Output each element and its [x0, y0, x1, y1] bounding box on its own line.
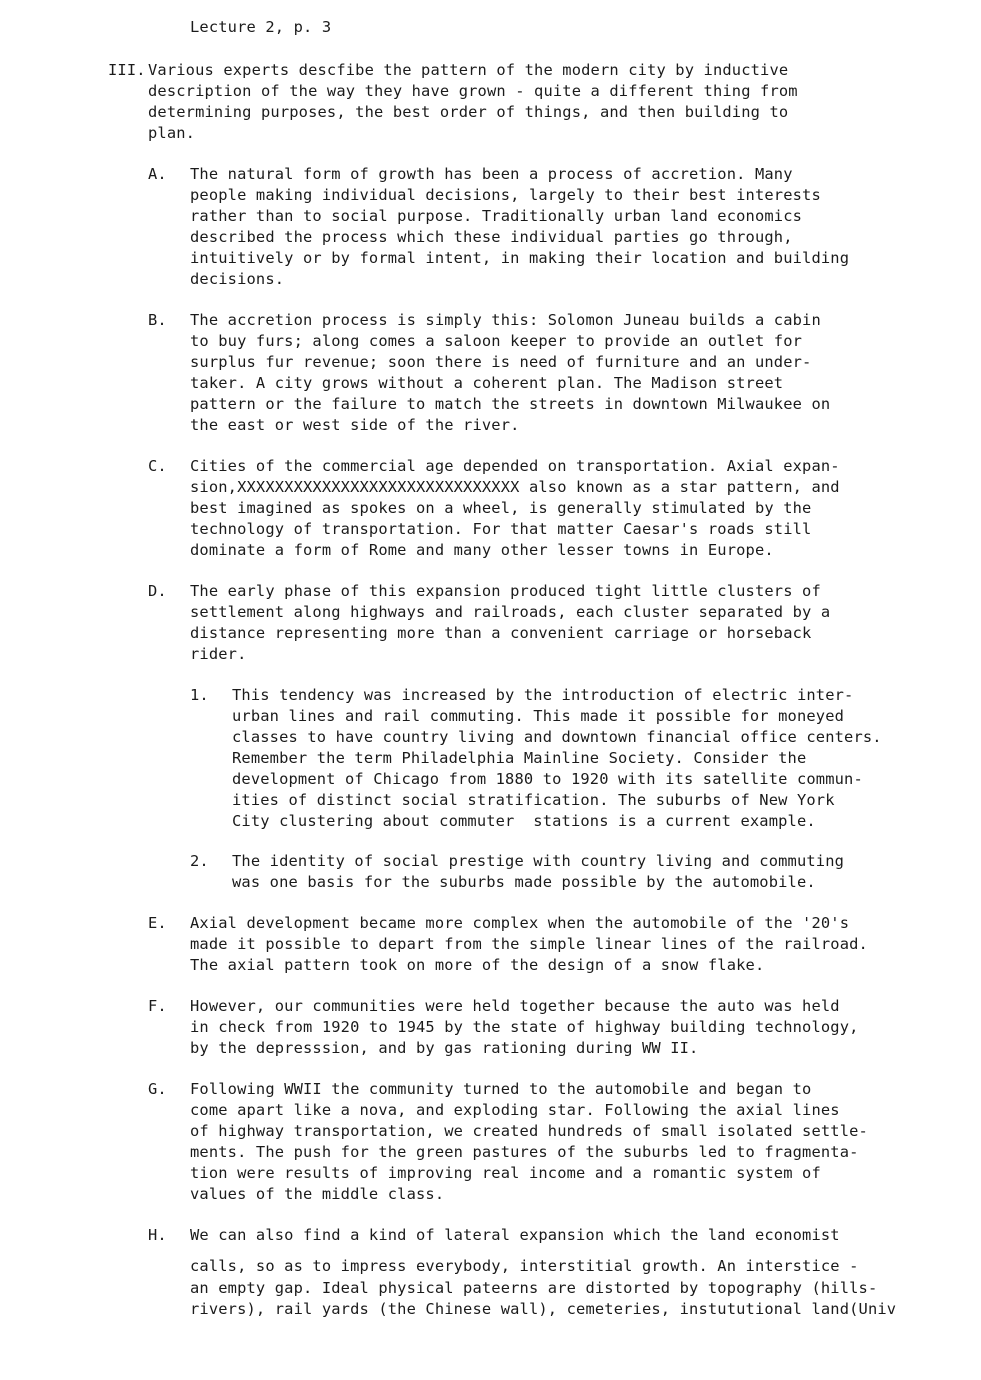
item-line: pattern or the failure to match the streets in downtown Milwaukee on	[190, 395, 831, 413]
item-line: tion were results of improving real income and a romantic system of	[190, 1164, 821, 1182]
item-line: in check from 1920 to 1945 by the state of highway building technology,	[190, 1018, 859, 1036]
item-line: The axial pattern took on more of the design of a snow flake.	[190, 956, 765, 974]
subitem-line: urban lines and rail commuting. This made it possible for moneyed	[232, 707, 845, 725]
subitem-line: ities of distinct social stratification. The suburbs of New York	[232, 791, 835, 809]
item-line: the east or west side of the river.	[190, 416, 520, 434]
item-line: of highway transportation, we created hundreds of small isolated settle-	[190, 1122, 868, 1140]
item-marker: H.	[148, 1226, 167, 1244]
item-line: distance representing more than a convenient carriage or horseback	[190, 624, 812, 642]
section-line: Various experts descfibe the pattern of the modern city by inductive	[148, 61, 789, 79]
item-line: decisions.	[190, 270, 285, 288]
subitem-line: City clustering about commuter stations is a current example.	[232, 812, 816, 830]
item-line: described the process which these individual parties go through,	[190, 228, 793, 246]
item-marker: F.	[148, 997, 167, 1015]
item-line: made it possible to depart from the simple linear lines of the railroad.	[190, 935, 868, 953]
item-line: rider.	[190, 645, 247, 663]
page-header: Lecture 2, p. 3	[190, 18, 332, 36]
subitem-line: classes to have country living and downtown financial office centers.	[232, 728, 882, 746]
item-line: people making individual decisions, largely to their best interests	[190, 186, 821, 204]
item-line: intuitively or by formal intent, in making their location and building	[190, 249, 850, 267]
item-line: dominate a form of Rome and many other lesser towns in Europe.	[190, 541, 774, 559]
item-line: rather than to social purpose. Traditionally urban land economics	[190, 207, 803, 225]
section-line: plan.	[148, 124, 196, 142]
item-line: rivers), rail yards (the Chinese wall), cemeteries, instututional land(Univ	[190, 1300, 897, 1318]
item-line-struck-out: sion,XXXXXXXXXXXXXXXXXXXXXXXXXXXXXX also known as a star pattern, and	[190, 478, 840, 496]
subitem-line: This tendency was increased by the introduction of electric inter-	[232, 686, 854, 704]
subitem-line: The identity of social prestige with country living and commuting	[232, 852, 845, 870]
item-line: technology of transportation. For that matter Caesar's roads still	[190, 520, 812, 538]
item-line: Cities of the commercial age depended on transportation. Axial expan-	[190, 457, 840, 475]
section-line: description of the way they have grown - quite a different thing from	[148, 82, 798, 100]
subitem-line: Remember the term Philadelphia Mainline Society. Consider the	[232, 749, 807, 767]
item-line: The early phase of this expansion produced tight little clusters of	[190, 582, 821, 600]
item-line: an empty gap. Ideal physical pateerns are distorted by topography (hills-	[190, 1279, 878, 1297]
item-line: taker. A city grows without a coherent plan. The Madison street	[190, 374, 784, 392]
item-line: settlement along highways and railroads, each cluster separated by a	[190, 603, 831, 621]
item-line: come apart like a nova, and exploding star. Following the axial lines	[190, 1101, 840, 1119]
item-line: We can also find a kind of lateral expansion which the land economist	[190, 1226, 840, 1244]
item-line: calls, so as to impress everybody, interstitial growth. An interstice -	[190, 1257, 859, 1275]
subitem-marker: 2.	[190, 852, 209, 870]
subitem-line: was one basis for the suburbs made possible by the automobile.	[232, 873, 816, 891]
item-line: The natural form of growth has been a process of accretion. Many	[190, 165, 793, 183]
section-line: determining purposes, the best order of things, and then building to	[148, 103, 789, 121]
item-line: The accretion process is simply this: Solomon Juneau builds a cabin	[190, 311, 821, 329]
item-line: ments. The push for the green pastures of the suburbs led to fragmenta-	[190, 1143, 859, 1161]
item-line: by the depresssion, and by gas rationing during WW II.	[190, 1039, 699, 1057]
item-line: best imagined as spokes on a wheel, is generally stimulated by the	[190, 499, 812, 517]
item-line: Following WWII the community turned to the automobile and began to	[190, 1080, 812, 1098]
subitem-line: development of Chicago from 1880 to 1920 with its satellite commun-	[232, 770, 863, 788]
section-marker: III.	[108, 61, 146, 79]
item-line: Axial development became more complex when the automobile of the '20's	[190, 914, 850, 932]
item-marker: A.	[148, 165, 167, 183]
item-line: values of the middle class.	[190, 1185, 445, 1203]
item-marker: G.	[148, 1080, 167, 1098]
item-marker: D.	[148, 582, 167, 600]
subitem-marker: 1.	[190, 686, 209, 704]
item-line: However, our communities were held together because the auto was held	[190, 997, 840, 1015]
item-line: to buy furs; along comes a saloon keeper to provide an outlet for	[190, 332, 803, 350]
item-marker: E.	[148, 914, 167, 932]
item-marker: B.	[148, 311, 167, 329]
item-marker: C.	[148, 457, 167, 475]
item-line: surplus fur revenue; soon there is need of furniture and an under-	[190, 353, 812, 371]
